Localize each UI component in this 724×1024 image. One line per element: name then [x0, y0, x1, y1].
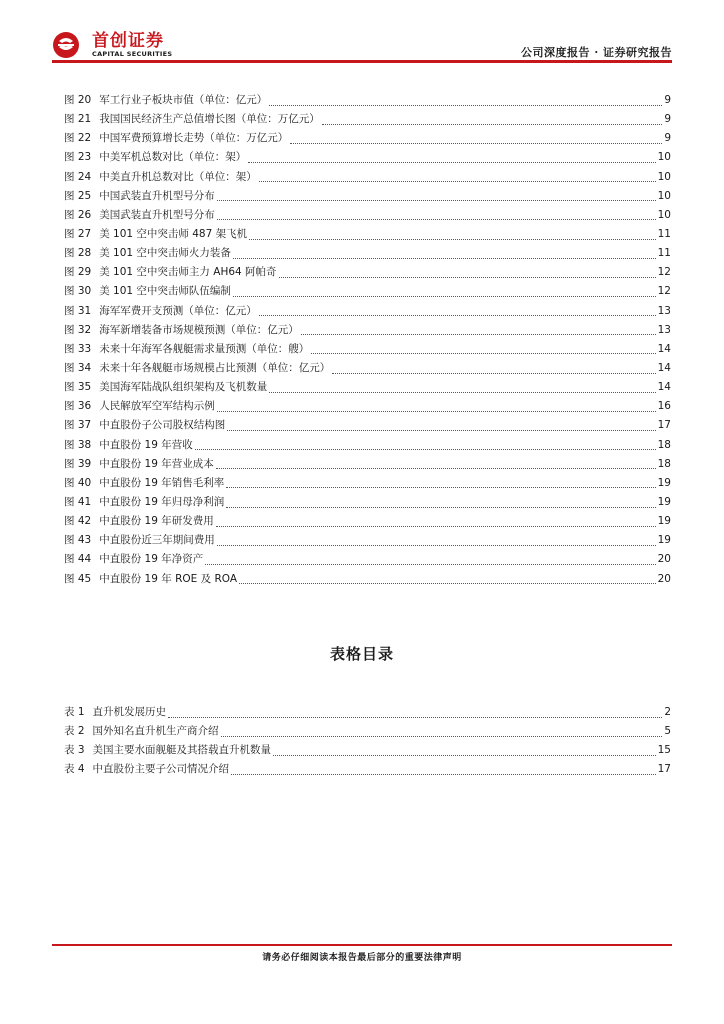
toc-entry-title: 中直股份主要子公司情况介绍: [92, 763, 230, 776]
toc-leader-dots: [217, 410, 656, 412]
toc-entry[interactable]: [64, 225, 671, 244]
toc-entry[interactable]: [64, 359, 671, 378]
toc-entry-page: 13: [657, 304, 671, 317]
toc-entry-page: 17: [657, 763, 671, 776]
toc-entry-title: 中直股份 19 年归母净利润: [99, 495, 225, 508]
toc-entry-page: 15: [657, 744, 671, 757]
toc-entry-page: 5: [664, 725, 671, 738]
toc-entry[interactable]: [64, 168, 671, 187]
toc-entry-title: 海军新增装备市场规模预测（单位：亿元）: [99, 323, 299, 336]
toc-entry[interactable]: [64, 722, 671, 741]
toc-entry-page: 13: [657, 323, 671, 336]
toc-entry-title: 中直股份 19 年营业成本: [99, 457, 214, 470]
toc-leader-dots: [221, 735, 663, 737]
toc-entry-number: 表 4: [64, 763, 85, 776]
brand-name-en: CAPITAL SECURITIES: [92, 49, 173, 58]
toc-entry[interactable]: [64, 91, 671, 110]
toc-entry-title: 中美直升机总数对比（单位：架）: [99, 170, 257, 183]
toc-entry-page: 19: [657, 476, 671, 489]
footer-divider: [52, 944, 672, 946]
toc-entry-page: 10: [657, 170, 671, 183]
toc-entry-number: 图 40: [64, 476, 92, 489]
toc-entry[interactable]: [64, 760, 671, 779]
toc-entry-title: 直升机发展历史: [92, 706, 167, 718]
toc-entry[interactable]: [64, 263, 671, 282]
toc-entry[interactable]: [64, 206, 671, 225]
toc-leader-dots: [239, 582, 656, 584]
toc-leader-dots: [217, 199, 656, 201]
toc-entry-title: 中直股份近三年期间费用: [99, 534, 215, 547]
toc-entry-number: 图 43: [64, 534, 92, 547]
toc-entry-title: 未来十年各舰艇市场规模占比预测（单位：亿元）: [99, 361, 331, 374]
toc-entry-number: 图 31: [64, 304, 92, 317]
toc-entry-number: 图 37: [64, 419, 92, 432]
toc-leader-dots: [231, 773, 656, 775]
toc-entry-page: 18: [657, 438, 671, 451]
toc-leader-dots: [216, 525, 656, 527]
legal-disclaimer: 请务必仔细阅读本报告最后部分的重要法律声明: [262, 953, 462, 963]
toc-entry-number: 图 41: [64, 495, 92, 508]
toc-leader-dots: [248, 161, 655, 163]
toc-entry-number: 图 22: [64, 132, 92, 145]
toc-entry-page: 19: [657, 515, 671, 528]
toc-entry-number: 图 32: [64, 323, 92, 336]
toc-entry[interactable]: [64, 512, 671, 531]
toc-entry-number: 表 1: [64, 706, 85, 718]
toc-leader-dots: [311, 352, 655, 354]
toc-leader-dots: [195, 448, 656, 450]
toc-entry-number: 图 39: [64, 457, 92, 470]
toc-entry-page: 9: [664, 132, 671, 145]
toc-entry-number: 图 35: [64, 381, 92, 394]
toc-entry[interactable]: [64, 531, 671, 550]
toc-entry-number: 图 20: [64, 94, 92, 106]
toc-leader-dots: [301, 333, 656, 335]
toc-leader-dots: [269, 104, 662, 106]
brand-logo: [52, 30, 172, 60]
toc-leader-dots: [205, 563, 655, 565]
toc-entry-title: 中国军费预算增长走势（单位：万亿元）: [99, 132, 289, 145]
toc-entry-number: 图 33: [64, 342, 92, 355]
toc-entry-page: 14: [657, 361, 671, 374]
toc-entry[interactable]: [64, 416, 671, 435]
toc-entry[interactable]: [64, 282, 671, 301]
toc-entry-page: 12: [657, 285, 671, 298]
capital-securities-logo-icon: [52, 30, 88, 60]
toc-entry[interactable]: [64, 148, 671, 167]
toc-entry-title: 中直股份 19 年销售毛利率: [99, 476, 225, 489]
toc-entry[interactable]: [64, 397, 671, 416]
toc-entry-page: 19: [657, 495, 671, 508]
toc-leader-dots: [226, 506, 655, 508]
toc-leader-dots: [322, 123, 663, 125]
toc-leader-dots: [259, 180, 656, 182]
toc-leader-dots: [332, 372, 655, 374]
toc-entry[interactable]: [64, 378, 671, 397]
toc-entry-title: 中直股份 19 年净资产: [99, 553, 204, 566]
toc-entry-number: 表 3: [64, 744, 85, 757]
toc-entry-title: 中直股份 19 年 ROE 及 ROA: [99, 572, 238, 585]
toc-leader-dots: [279, 276, 656, 278]
toc-leader-dots: [217, 218, 656, 220]
toc-entry[interactable]: [64, 570, 671, 589]
toc-entry-title: 美国武装直升机型号分布: [99, 208, 215, 221]
toc-entry-number: 图 27: [64, 227, 92, 240]
toc-entry-number: 图 25: [64, 189, 92, 202]
toc-entry-title: 海军军费开支预测（单位：亿元）: [99, 304, 257, 317]
toc-leader-dots: [233, 295, 656, 297]
toc-entry[interactable]: [64, 741, 671, 760]
toc-entry-title: 美国海军陆战队组织架构及飞机数量: [99, 381, 268, 394]
toc-entry-number: 图 26: [64, 208, 92, 221]
toc-entry[interactable]: [64, 474, 671, 493]
toc-entry-title: 美 101 空中突击师主力 AH64 阿帕奇: [99, 266, 277, 279]
toc-entry-page: 9: [664, 113, 671, 126]
toc-entry-page: 19: [657, 534, 671, 547]
toc-leader-dots: [233, 257, 656, 259]
toc-entry-title: 我国国民经济生产总值增长图（单位：万亿元）: [99, 113, 320, 126]
toc-leader-dots: [249, 238, 655, 240]
page-header: [0, 0, 724, 66]
toc-entry-number: 图 30: [64, 285, 92, 298]
toc-entry-number: 图 21: [64, 113, 92, 126]
toc-entry-number: 表 2: [64, 725, 85, 738]
toc-entry-page: 11: [657, 247, 671, 260]
header-divider: [52, 60, 672, 63]
toc-entry-page: 10: [657, 208, 671, 221]
toc-entry-number: 图 28: [64, 247, 92, 260]
toc-entry-title: 中直股份子公司股权结构图: [99, 419, 226, 432]
toc-leader-dots: [259, 314, 656, 316]
toc-entry-title: 美 101 空中突击师火力装备: [99, 247, 231, 260]
toc-entry-title: 国外知名直升机生产商介绍: [92, 725, 219, 738]
toc-entry[interactable]: [64, 321, 671, 340]
toc-entry[interactable]: [64, 493, 671, 512]
toc-entry[interactable]: [64, 550, 671, 569]
table-toc: [64, 703, 671, 780]
toc-entry-title: 中国武装直升机型号分布: [99, 189, 215, 202]
toc-leader-dots: [216, 467, 656, 469]
toc-entry-title: 未来十年海军各舰艇需求量预测（单位：艘）: [99, 342, 310, 355]
toc-entry-number: 图 44: [64, 553, 92, 566]
tables-heading: 表格目录: [329, 645, 394, 663]
toc-entry-title: 美 101 空中突击师队伍编制: [99, 285, 231, 298]
toc-entry-page: 10: [657, 189, 671, 202]
toc-entry-number: 图 24: [64, 170, 92, 183]
toc-entry[interactable]: [64, 340, 671, 359]
toc-entry[interactable]: [64, 129, 671, 148]
toc-leader-dots: [269, 391, 655, 393]
toc-entry[interactable]: [64, 302, 671, 321]
toc-entry[interactable]: [64, 244, 671, 263]
toc-entry[interactable]: [64, 187, 671, 206]
toc-leader-dots: [168, 716, 662, 718]
toc-entry-page: 9: [664, 94, 671, 106]
toc-entry-page: 14: [657, 381, 671, 394]
toc-entry-page: 2: [664, 706, 671, 718]
toc-leader-dots: [273, 754, 656, 756]
report-type: 公司深度报告 · 证券研究报告: [521, 46, 672, 59]
brand-text: [92, 32, 172, 59]
toc-entry-title: 军工行业子板块市值（单位：亿元）: [99, 94, 268, 106]
toc-entry-page: 16: [657, 400, 671, 413]
toc-leader-dots: [217, 544, 656, 546]
toc-entry-number: 图 42: [64, 515, 92, 528]
toc-entry-page: 11: [657, 227, 671, 240]
toc-entry-title: 美 101 空中突击师 487 架飞机: [99, 227, 248, 240]
toc-entry-number: 图 34: [64, 361, 92, 374]
toc-entry-title: 中直股份 19 年营收: [99, 438, 193, 451]
toc-entry-page: 12: [657, 266, 671, 279]
toc-entry[interactable]: [64, 436, 671, 455]
toc-entry-title: 人民解放军空军结构示例: [99, 400, 215, 413]
toc-leader-dots: [227, 429, 655, 431]
toc-leader-dots: [290, 142, 662, 144]
toc-entry-number: 图 45: [64, 572, 92, 585]
brand-name-cn: 首创证券: [92, 30, 164, 51]
toc-entry-page: 20: [657, 553, 671, 566]
toc-entry-number: 图 29: [64, 266, 92, 279]
toc-entry-title: 美国主要水面舰艇及其搭载直升机数量: [92, 744, 272, 757]
toc-entry-title: 中直股份 19 年研发费用: [99, 515, 214, 528]
toc-entry[interactable]: [64, 455, 671, 474]
toc-leader-dots: [226, 486, 655, 488]
toc-entry-page: 10: [657, 151, 671, 164]
toc-entry-number: 图 23: [64, 151, 92, 164]
toc-entry-page: 14: [657, 342, 671, 355]
toc-entry-page: 20: [657, 572, 671, 585]
toc-entry[interactable]: [64, 703, 671, 722]
toc-entry-title: 中美军机总数对比（单位：架）: [99, 151, 247, 164]
toc-entry-page: 17: [657, 419, 671, 432]
toc-entry-number: 图 38: [64, 438, 92, 451]
figure-toc: [64, 91, 671, 589]
toc-entry[interactable]: [64, 110, 671, 129]
toc-entry-page: 18: [657, 457, 671, 470]
toc-entry-number: 图 36: [64, 400, 92, 413]
